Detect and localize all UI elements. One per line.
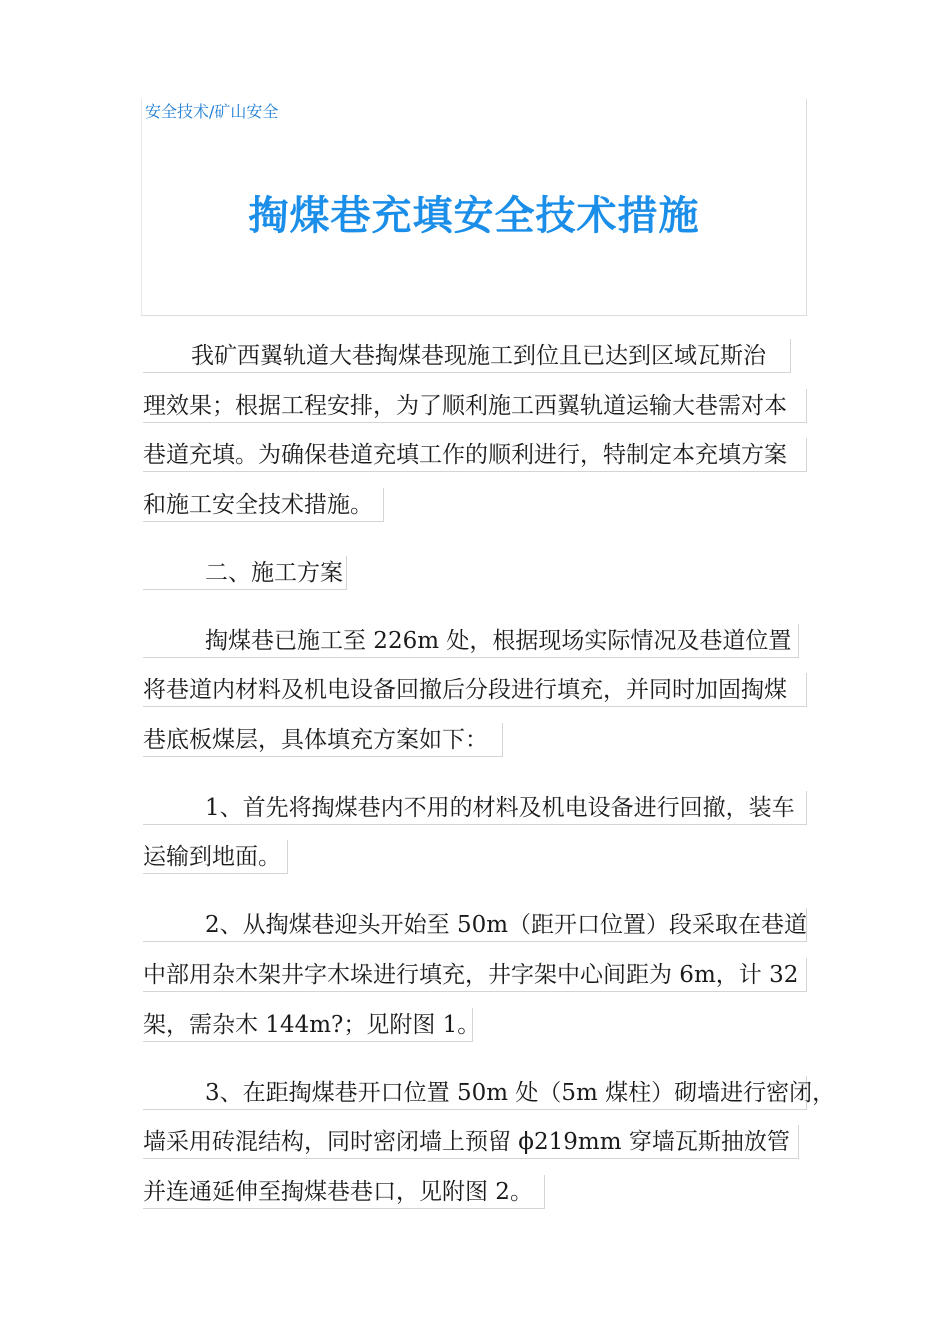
body-line-12: 中部用杂木架井字木垛进行填充，井字架中心间距为 6m，计 32 xyxy=(143,958,807,992)
body-line-3: 巷道充填。为确保巷道充填工作的顺利进行，特制定本充填方案 xyxy=(143,438,807,472)
body-line-9: 1、首先将掏煤巷内不用的材料及机电设备进行回撤，装车 xyxy=(143,791,807,825)
body-line-16: 并连通延伸至掏煤巷巷口，见附图 2。 xyxy=(143,1175,545,1209)
body-line-14: 3、在距掏煤巷开口位置 50m 处（5m 煤柱）砌墙进行密闭， xyxy=(143,1076,807,1110)
body-line-1: 我矿西翼轨道大巷掏煤巷现施工到位且已达到区域瓦斯治 xyxy=(143,339,791,373)
section-heading: 二、施工方案 xyxy=(143,556,347,590)
document-title: 掏煤巷充填安全技术措施 xyxy=(248,193,700,239)
body-line-4: 和施工安全技术措施。 xyxy=(143,488,384,522)
body-line-10: 运输到地面。 xyxy=(143,840,288,874)
body-line-7: 将巷道内材料及机电设备回撤后分段进行填充，并同时加固掏煤 xyxy=(143,673,807,707)
body-line-11: 2、从掏煤巷迎头开始至 50m（距开口位置）段采取在巷道 xyxy=(143,908,807,942)
body-line-6: 掏煤巷已施工至 226m 处，根据现场实际情况及巷道位置 xyxy=(143,624,799,658)
body-line-13: 架，需杂木 144m?；见附图 1。 xyxy=(143,1008,473,1042)
category-label: 安全技术/矿山安全 xyxy=(145,102,279,121)
body-line-15: 墙采用砖混结构，同时密闭墙上预留 ϕ219mm 穿墙瓦斯抽放管 xyxy=(143,1125,799,1159)
body-line-2: 理效果；根据工程安排，为了顺利施工西翼轨道运输大巷需对本 xyxy=(143,389,807,423)
body-line-8: 巷底板煤层，具体填充方案如下： xyxy=(143,723,503,757)
